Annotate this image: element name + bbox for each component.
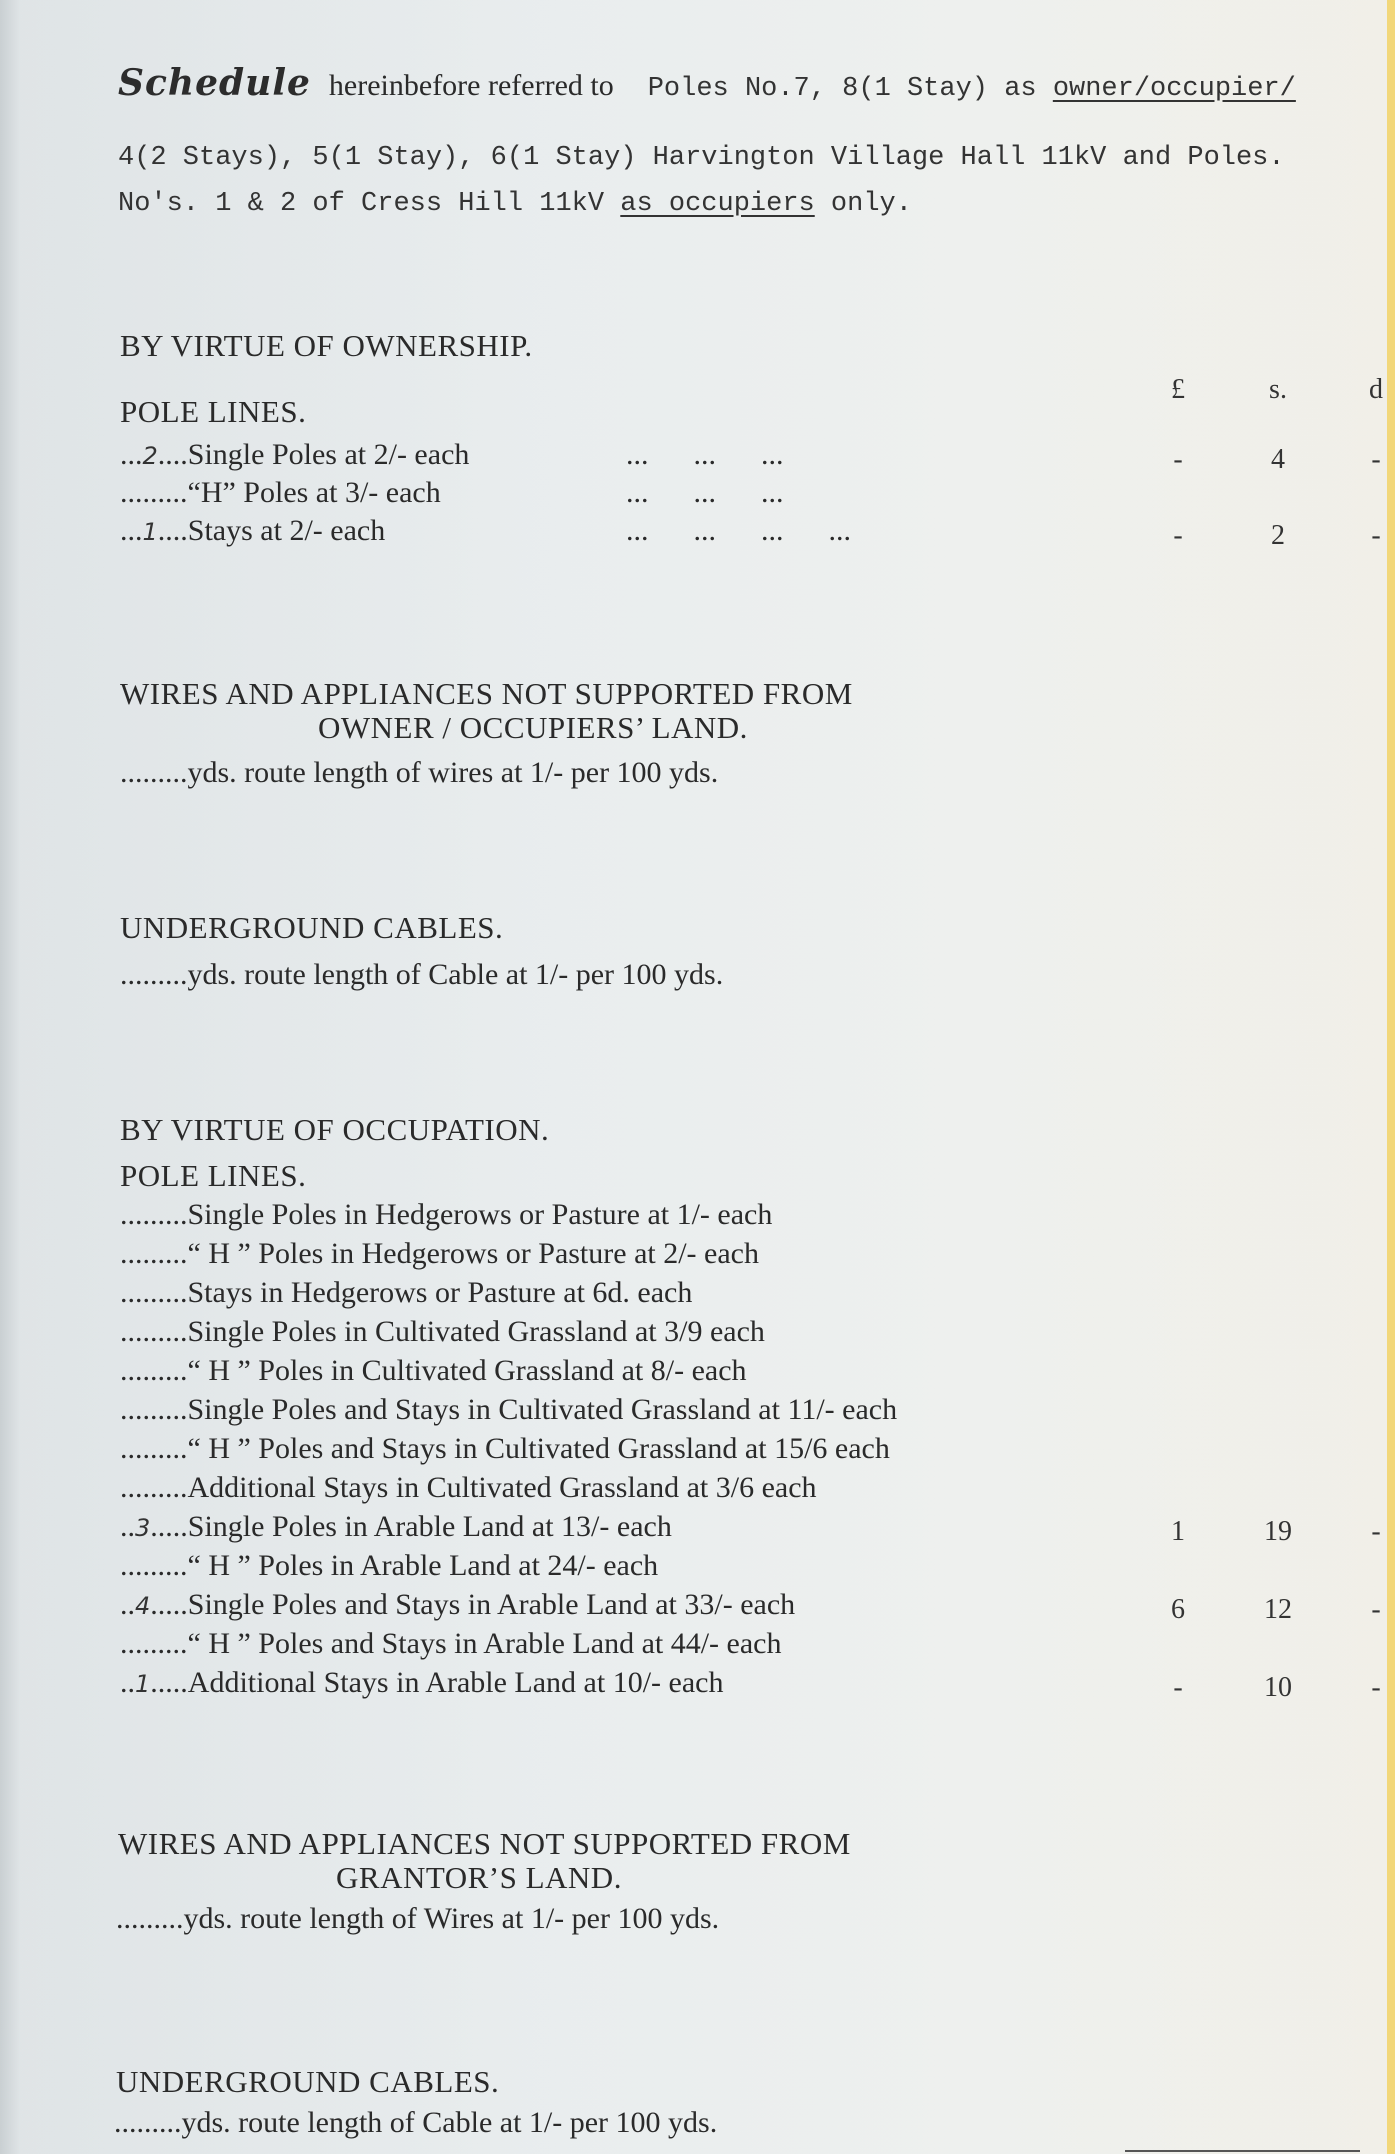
row-amount-shillings: 12: [1264, 1594, 1292, 1625]
occupation-wires-heading-1: WIRES AND APPLIANCES NOT SUPPORTED FROM: [118, 1826, 851, 1861]
row-description: Single Poles in Arable Land at 13/- each: [187, 1510, 672, 1543]
row-dot-leader: .........: [120, 476, 188, 509]
header-as-occupiers: as occupiers: [620, 189, 815, 219]
schedule-row: [120, 1666, 723, 1700]
schedule-title-word: Schedule: [118, 62, 311, 104]
row-amount-pounds: 6: [1171, 1594, 1185, 1625]
row-dot-leader: .........: [120, 1354, 188, 1387]
column-pence-header: d: [1369, 374, 1383, 405]
ownership-wires-heading-2: OWNER / OCCUPIERS’ LAND.: [318, 710, 748, 745]
schedule-row: [120, 514, 385, 548]
row-description: Single Poles and Stays in Arable Land at 33/- each: [187, 1588, 796, 1621]
row-leaders: ... ... ... ...: [626, 514, 851, 547]
row-dot-leader: .........: [120, 1549, 188, 1582]
row-description: “H” Poles at 3/- each: [187, 476, 441, 509]
header-owner-occupier: owner/occupier/: [1052, 74, 1296, 104]
ownership-cables-heading: UNDERGROUND CABLES.: [120, 910, 504, 945]
row-dot-leader: .........: [120, 1627, 188, 1660]
row-description: Single Poles at 2/- each: [187, 438, 470, 471]
row-dot-leader: ...: [120, 438, 143, 471]
row-description: “ H ” Poles and Stays in Arable Land at 44/- each: [187, 1627, 782, 1660]
header-line1-text: Poles No.7, 8(1 Stay) as: [647, 74, 1053, 104]
row-dot-leader: ..: [120, 1588, 135, 1621]
row-amount-pence: -: [1371, 444, 1381, 475]
ownership-heading: BY VIRTUE OF OWNERSHIP.: [120, 328, 533, 363]
schedule-title-rest: hereinbefore referred to: [328, 69, 614, 102]
row-dot-leader: .........: [120, 1393, 188, 1426]
row-dot-leader: .........: [120, 1432, 188, 1465]
row-dot-leader: .........: [120, 1315, 188, 1348]
row-description: Additional Stays in Cultivated Grassland at 3/6 each: [187, 1471, 817, 1504]
ownership-pole-lines-heading: POLE LINES.: [120, 394, 307, 429]
row-dot-leader: ...: [120, 514, 143, 547]
occupation-pole-lines-heading: POLE LINES.: [120, 1158, 307, 1193]
header-line-1: [118, 62, 1296, 104]
paper-edge-shadow: [0, 0, 20, 2154]
row-leaders: ... ... ...: [626, 438, 784, 471]
schedule-row: [120, 1198, 772, 1232]
row-description: Stays at 2/- each: [187, 514, 386, 547]
schedule-row: [120, 1237, 759, 1271]
row-dot-leader: .....: [150, 1510, 188, 1543]
header-line-3: [118, 189, 912, 219]
row-dot-leader: .....: [150, 1588, 188, 1621]
schedule-row: [120, 476, 441, 510]
row-dot-leader: .........: [120, 1198, 188, 1231]
ownership-wires-heading-1: WIRES AND APPLIANCES NOT SUPPORTED FROM: [120, 676, 853, 711]
schedule-row: [120, 1549, 658, 1583]
header-line-2: 4(2 Stays), 5(1 Stay), 6(1 Stay) Harvington Village Hall 11kV and Poles.: [118, 143, 1285, 173]
row-amount-pence: -: [1371, 1594, 1381, 1625]
row-dot-leader: .........: [120, 1471, 188, 1504]
row-amount-pounds: -: [1173, 1672, 1183, 1703]
schedule-row: [120, 1276, 692, 1310]
schedule-row: [120, 1471, 817, 1505]
total-rule: [1125, 2150, 1360, 2152]
row-dot-leader: ....: [157, 514, 188, 547]
row-amount-pence: -: [1371, 1516, 1381, 1547]
schedule-row: [120, 1315, 765, 1349]
row-dot-leader: ....: [157, 438, 188, 471]
schedule-row: [120, 1627, 782, 1661]
schedule-row: [120, 438, 469, 472]
occupation-heading: BY VIRTUE OF OCCUPATION.: [120, 1112, 550, 1147]
row-description: Single Poles and Stays in Cultivated Grassland at 11/- each: [187, 1393, 898, 1426]
occupation-cables-heading: UNDERGROUND CABLES.: [116, 2064, 500, 2099]
schedule-row: [120, 1588, 795, 1622]
ownership-wires-line: .........yds. route length of wires at 1/- per 100 yds.: [120, 756, 719, 789]
row-description: “ H ” Poles and Stays in Cultivated Grassland at 15/6 each: [187, 1432, 890, 1465]
row-amount-pounds: -: [1173, 444, 1183, 475]
column-pounds-header: £: [1171, 374, 1185, 405]
header-line3-text: No's. 1 & 2 of Cress Hill 11kV: [118, 189, 621, 219]
row-dot-leader: ..: [120, 1510, 135, 1543]
row-quantity: 1: [142, 518, 158, 546]
row-description: Single Poles in Cultivated Grassland at 3/9 each: [187, 1315, 765, 1348]
row-quantity: 4: [135, 1592, 151, 1620]
row-description: Stays in Hedgerows or Pasture at 6d. each: [187, 1276, 693, 1309]
row-amount-shillings: 2: [1271, 520, 1285, 551]
row-description: Additional Stays in Arable Land at 10/- each: [187, 1666, 724, 1699]
ownership-cables-line: .........yds. route length of Cable at 1/- per 100 yds.: [120, 958, 724, 991]
row-leaders: ... ... ...: [626, 476, 784, 509]
row-description: “ H ” Poles in Arable Land at 24/- each: [187, 1549, 659, 1582]
row-amount-pence: -: [1371, 520, 1381, 551]
schedule-row: [120, 1354, 747, 1388]
row-dot-leader: .........: [120, 1276, 188, 1309]
row-dot-leader: .....: [150, 1666, 188, 1699]
row-description: “ H ” Poles in Cultivated Grassland at 8/- each: [187, 1354, 747, 1387]
row-amount-pounds: -: [1173, 520, 1183, 551]
column-shillings-header: s.: [1269, 374, 1287, 405]
row-quantity: 3: [135, 1514, 151, 1542]
header-line3-end: only.: [814, 189, 912, 219]
row-amount-shillings: 4: [1271, 444, 1285, 475]
row-quantity: 2: [142, 442, 158, 470]
occupation-cables-line: .........yds. route length of Cable at 1/- per 100 yds.: [114, 2106, 718, 2139]
row-description: Single Poles in Hedgerows or Pasture at 1/- each: [187, 1198, 773, 1231]
row-amount-shillings: 19: [1264, 1516, 1292, 1547]
row-quantity: 1: [135, 1670, 151, 1698]
schedule-row: [120, 1510, 672, 1544]
row-amount-pounds: 1: [1171, 1516, 1185, 1547]
row-amount-shillings: 10: [1264, 1672, 1292, 1703]
row-dot-leader: ..: [120, 1666, 135, 1699]
background-strip: [1387, 0, 1395, 2154]
row-dot-leader: .........: [120, 1237, 188, 1270]
row-amount-pence: -: [1371, 1672, 1381, 1703]
schedule-row: [120, 1393, 897, 1427]
occupation-wires-heading-2: GRANTOR’S LAND.: [336, 1860, 622, 1895]
row-description: “ H ” Poles in Hedgerows or Pasture at 2/- each: [187, 1237, 759, 1270]
schedule-row: [120, 1432, 890, 1466]
occupation-wires-line: .........yds. route length of Wires at 1/- per 100 yds.: [116, 1902, 720, 1935]
